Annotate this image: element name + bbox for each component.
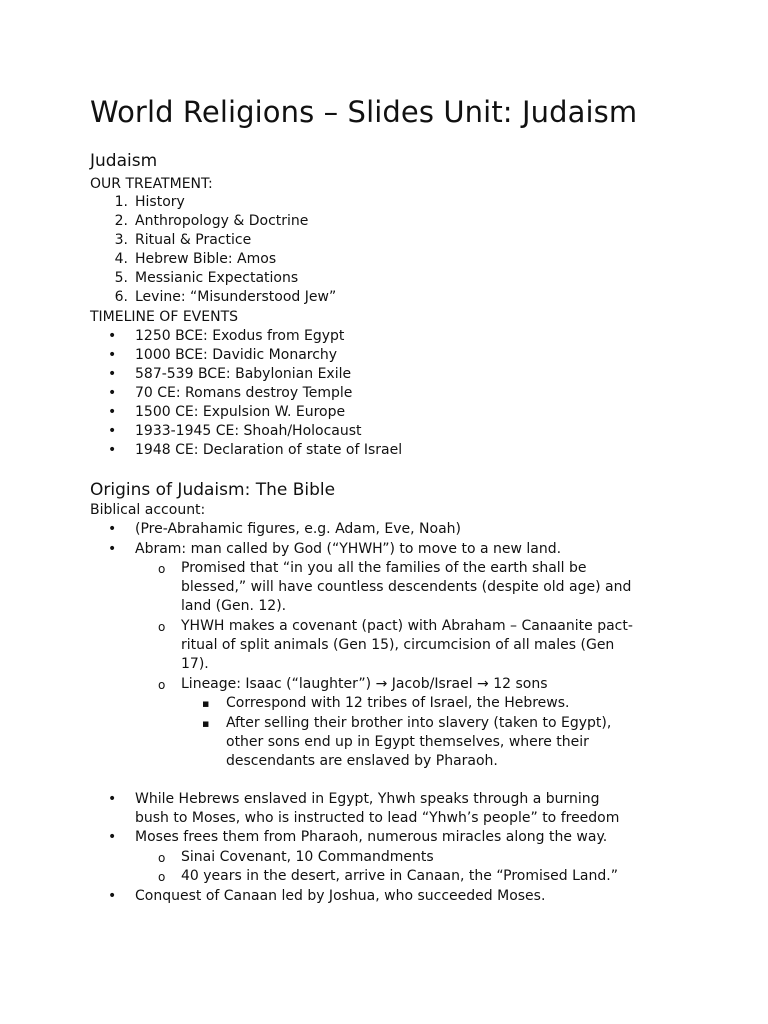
list-item: Sinai Covenant, 10 Commandments: [181, 849, 434, 865]
bullet-marker: •: [108, 366, 117, 382]
list-number: 1.: [114, 194, 128, 210]
circle-marker: o: [158, 851, 166, 865]
list-item: Messianic Expectations: [135, 270, 299, 286]
square-marker: ▪: [202, 717, 210, 730]
timeline-label: TIMELINE OF EVENTS: [90, 309, 239, 325]
list-item: (Pre-Abrahamic figures, e.g. Adam, Eve, Noah): [135, 521, 462, 537]
list-item: Lineage: Isaac (“laughter”) → Jacob/Israel → 12 sons: [181, 676, 548, 692]
bullet-marker: •: [108, 328, 117, 344]
list-item: Moses frees them from Pharaoh, numerous miracles along the way.: [135, 829, 608, 845]
list-number: 3.: [114, 232, 128, 248]
list-item: 1933-1945 CE: Shoah/Holocaust: [135, 423, 362, 439]
list-item: History: [135, 194, 185, 210]
list-item: Conquest of Canaan led by Joshua, who succeeded Moses.: [135, 888, 546, 904]
section-heading-origins: Origins of Judaism: The Bible: [90, 480, 336, 500]
list-number: 2.: [114, 213, 128, 229]
list-item: Levine: “Misunderstood Jew”: [135, 289, 337, 305]
list-item: Anthropology & Doctrine: [135, 213, 309, 229]
circle-marker: o: [158, 870, 166, 884]
bullet-marker: •: [108, 442, 117, 458]
bullet-marker: •: [108, 829, 117, 845]
section-heading-judaism: Judaism: [90, 151, 158, 171]
bullet-marker: •: [108, 404, 117, 420]
circle-marker: o: [158, 562, 166, 576]
list-item: After selling their brother into slavery (taken to Egypt),: [226, 715, 612, 731]
square-marker: ▪: [202, 697, 210, 710]
list-item: 70 CE: Romans destroy Temple: [135, 385, 353, 401]
list-item: Promised that “in you all the families of the earth shall be: [181, 560, 587, 576]
list-item: 1250 BCE: Exodus from Egypt: [135, 328, 345, 344]
bullet-marker: •: [108, 347, 117, 363]
list-item: 1948 CE: Declaration of state of Israel: [135, 442, 403, 458]
list-item-continued: 17).: [181, 656, 209, 672]
list-item-continued: bush to Moses, who is instructed to lead “Yhwh’s people” to freedom: [135, 810, 620, 826]
list-number: 5.: [114, 270, 128, 286]
list-item: Ritual & Practice: [135, 232, 252, 248]
biblical-account-label: Biblical account:: [90, 502, 206, 518]
list-number: 6.: [114, 289, 128, 305]
bullet-marker: •: [108, 423, 117, 439]
list-item: 40 years in the desert, arrive in Canaan, the “Promised Land.”: [181, 868, 618, 884]
list-item: 587-539 BCE: Babylonian Exile: [135, 366, 352, 382]
bullet-marker: •: [108, 521, 117, 537]
treatment-label: OUR TREATMENT:: [90, 176, 213, 192]
list-item: Hebrew Bible: Amos: [135, 251, 277, 267]
page-title: World Religions – Slides Unit: Judaism: [90, 95, 638, 129]
list-item-continued: other sons end up in Egypt themselves, where their: [226, 734, 589, 750]
list-item: While Hebrews enslaved in Egypt, Yhwh speaks through a burning: [135, 791, 600, 807]
list-item: 1500 CE: Expulsion W. Europe: [135, 404, 346, 420]
list-item: YHWH makes a covenant (pact) with Abraham – Canaanite pact-: [181, 618, 633, 634]
bullet-marker: •: [108, 791, 117, 807]
bullet-marker: •: [108, 541, 117, 557]
list-item-continued: descendants are enslaved by Pharaoh.: [226, 753, 498, 769]
list-item: 1000 BCE: Davidic Monarchy: [135, 347, 338, 363]
list-number: 4.: [114, 251, 128, 267]
list-item: Abram: man called by God (“YHWH”) to move to a new land.: [135, 541, 562, 557]
bullet-marker: •: [108, 385, 117, 401]
bullet-marker: •: [108, 888, 117, 904]
list-item-continued: land (Gen. 12).: [181, 598, 287, 614]
list-item: Correspond with 12 tribes of Israel, the Hebrews.: [226, 695, 570, 711]
list-item-continued: blessed,” will have countless descendents (despite old age) and: [181, 579, 632, 595]
circle-marker: o: [158, 620, 166, 634]
circle-marker: o: [158, 678, 166, 692]
list-item-continued: ritual of split animals (Gen 15), circumcision of all males (Gen: [181, 637, 615, 653]
